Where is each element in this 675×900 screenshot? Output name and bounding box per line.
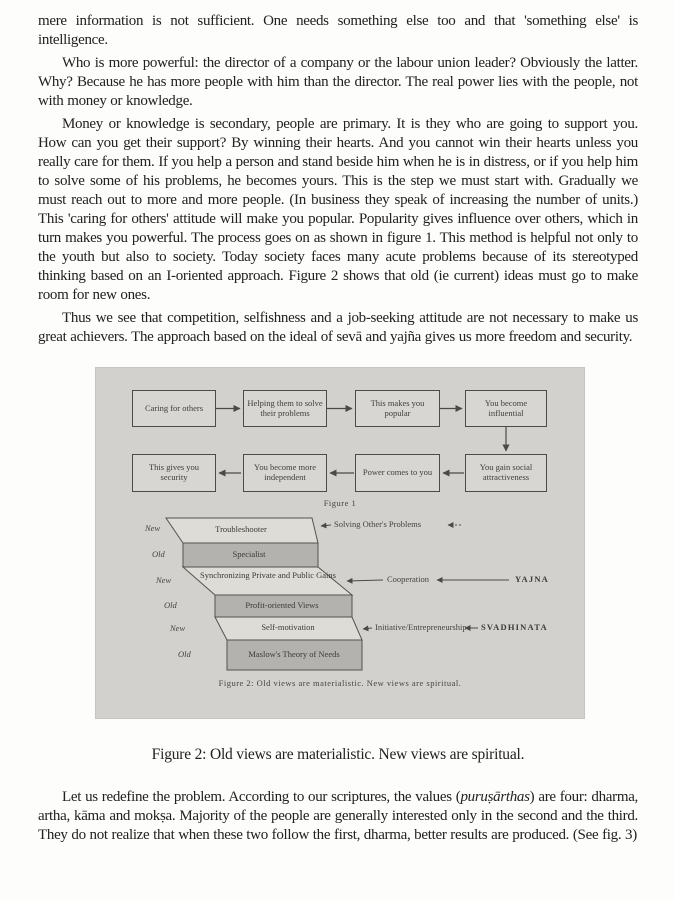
paragraph-1: mere information is not sufficient. One needs something else too and that 'something else' is intelligence. xyxy=(38,13,638,48)
era-label-old-3: Old xyxy=(178,649,191,659)
era-label-new-3: New xyxy=(170,623,186,633)
paragraph-4: Thus we see that competition, selfishness and a job-seeking attitude are not necessary to make us great achievers. The approach based on the ideal of sevā and yajña gives us more freedom and security. xyxy=(38,310,638,345)
paragraph-5-post: ) are four: dharma, artha, kāma and mokṣa. Majority of the people are generally interested only in the second and the third. They do not realize that when these two follow the first, dharma, better results are produced. (See fig. 3) xyxy=(38,789,638,843)
flowchart-box-caring: Caring for others xyxy=(132,390,216,427)
flowchart-box-power: Power comes to you xyxy=(355,454,440,492)
step-maslow: Maslow's Theory of Needs xyxy=(248,649,340,659)
annotation-initiative: Initiative/Entrepreneurship xyxy=(375,622,467,632)
annotation-svadhinata: SVADHINATA xyxy=(481,622,548,632)
figure2-caption: Figure 2: Old views are materialistic. New views are spiritual. xyxy=(151,746,525,763)
era-label-new-1: New xyxy=(145,523,161,533)
annotation-cooperation: Cooperation xyxy=(387,574,430,584)
annotation-solving-problems: Solving Other's Problems xyxy=(334,519,422,529)
flowchart-box-helping: Helping them to solve their problems xyxy=(243,390,327,427)
figure-image xyxy=(95,367,585,719)
era-label-new-2: New xyxy=(156,575,172,585)
step-self-motivation: Self-motivation xyxy=(261,622,315,632)
flowchart-box-security: This gives you security xyxy=(132,454,216,492)
flowchart-box-attractiveness: You gain social attractiveness xyxy=(465,454,547,492)
step-synchronizing: Synchronizing Private and Public Gains xyxy=(200,570,336,580)
paragraph-5 xyxy=(38,788,638,845)
era-label-old-1: Old xyxy=(152,549,165,559)
era-label-old-2: Old xyxy=(164,600,177,610)
staircase-shapes xyxy=(166,518,362,670)
step-troubleshooter: Troubleshooter xyxy=(215,524,267,534)
figure1-caption: Figure 1 xyxy=(323,498,357,508)
flowchart-box-influential: You become influential xyxy=(465,390,547,427)
flowchart-box-popular: This makes you popular xyxy=(355,390,440,427)
step-profit: Profit-oriented Views xyxy=(245,600,319,610)
paragraph-5-italic-term: puruṣārthas xyxy=(460,789,530,805)
annotation-yajna: YAJNA xyxy=(515,574,550,584)
paragraph-2: Who is more powerful: the director of a company or the labour union leader? Obviously the latter. Why? Because he has more people with him than the director. The real power lies with the people, not with money or knowledge. xyxy=(38,55,638,109)
figure2-inner-caption: Figure 2: Old views are materialistic. New views are spiritual. xyxy=(218,678,462,688)
paragraph-3: Money or knowledge is secondary, people are primary. It is they who are going to support you. How can you get their support? By winning their hearts. And you cannot win their hearts unless you really care for them. If you help a person and stand beside him when he is in distress, or if you help him to solve some of his problems, he becomes yours. This is the step we must start with. Gradually we must reach out to more and more people. (In business they speak of increasing the number of units.) This 'caring for others' attitude will make you popular. Popularity gives influence over others, which in turn makes you powerful. The process goes on as shown in figure 1. This method is helpful not only to the youth but also to society. Today society faces many acute problems because of its stereotyped thinking based on an I-oriented approach. Figure 2 shows that old (ie current) ideas must go to make room for new ones. xyxy=(38,116,638,303)
step-specialist: Specialist xyxy=(232,549,266,559)
flowchart-box-independent: You become more independent xyxy=(243,454,327,492)
paragraph-5-pre: Let us redefine the problem. According to our scriptures, the values ( xyxy=(62,789,461,805)
